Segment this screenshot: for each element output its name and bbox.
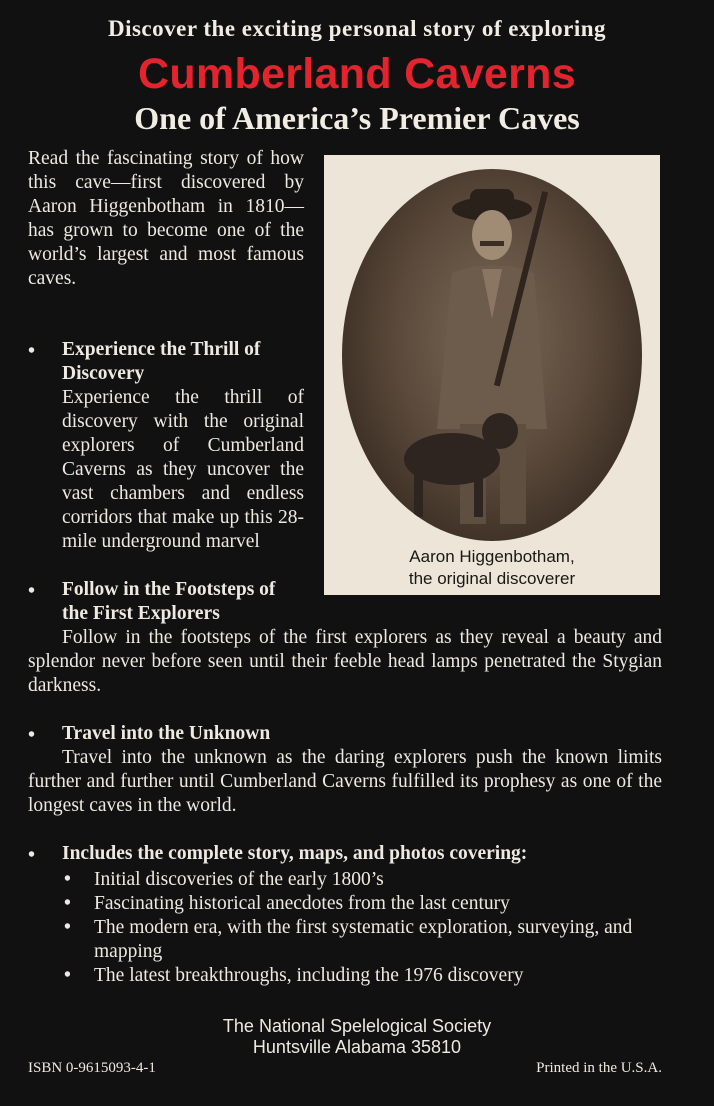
section-footsteps-body [28, 626, 662, 698]
list-bullet: • [64, 869, 71, 890]
publisher-name: The National Spelelogical Society [222, 1016, 492, 1036]
list-item [62, 964, 662, 988]
bullet-4: • [28, 844, 36, 866]
bullet-3: • [28, 724, 36, 746]
list-bullet: • [64, 917, 71, 938]
list-item [62, 868, 662, 892]
list-item [62, 916, 662, 964]
list-item-text: The latest breakthroughs, including the 1976 discovery [94, 965, 524, 986]
section-body: Experience the thrill of discovery with the original explorers of Cumberland Caverns as they uncover the vast chambers and endless corridors that make up this 28-mile underground marvel [62, 387, 304, 552]
portrait-image [342, 169, 642, 541]
section-includes [62, 842, 672, 866]
section-body: Travel into the unknown as the daring explorers push the known limits further and further until Cumberland Caverns fulfilled its prophesy as one of the longest caves in the world. [28, 747, 662, 816]
list-item-text: Initial discoveries of the early 1800’s [94, 869, 384, 890]
publisher-block [0, 1016, 714, 1058]
section-unknown-heading [62, 722, 662, 746]
section-heading: Travel into the Unknown [62, 723, 271, 744]
list-item [62, 892, 662, 916]
isbn-number: ISBN 0-9615093-4-1 [28, 1060, 156, 1076]
section-thrill [62, 338, 304, 554]
section-heading: Follow in the Footsteps of the First Explorers [62, 579, 276, 624]
cover-subtitle: One of America’s Premier Caves [134, 100, 580, 136]
section-unknown-body [28, 746, 662, 818]
printed-in-usa: Printed in the U.S.A. [536, 1060, 662, 1076]
caption-line-1: Aaron Higgenbotham, [409, 547, 575, 566]
portrait-illustration [342, 169, 642, 541]
list-bullet: • [64, 893, 71, 914]
explorer-photo [324, 155, 660, 595]
list-item-text: The modern era, with the first systematic exploration, surveying, and mapping [94, 917, 633, 962]
cover-title: Cumberland Caverns [138, 50, 576, 98]
publisher-address: Huntsville Alabama 35810 [252, 1037, 462, 1057]
section-footsteps-heading [62, 578, 302, 626]
section-heading: Includes the complete story, maps, and photos covering: [62, 843, 528, 864]
bullet-2: • [28, 580, 36, 602]
list-bullet: • [64, 965, 71, 986]
section-heading: Experience the Thrill of Discovery [62, 339, 261, 384]
section-body: Follow in the footsteps of the first explorers as they reveal a beauty and splendor never before seen until their feeble head lamps penetrated the Stygian darkness. [28, 627, 662, 696]
intro-paragraph: Read the fascinating story of how this cave—first discovered by Aaron Higgenbotham in 1810—has grown to become one of the world’s largest and most famous caves. [28, 148, 304, 289]
list-item-text: Fascinating historical anecdotes from the last century [94, 893, 510, 914]
photo-caption [324, 546, 660, 590]
includes-list [62, 868, 662, 988]
bullet-1: • [28, 340, 36, 362]
tagline: Discover the exciting personal story of exploring [107, 16, 607, 41]
caption-line-2: the original discoverer [408, 569, 576, 588]
